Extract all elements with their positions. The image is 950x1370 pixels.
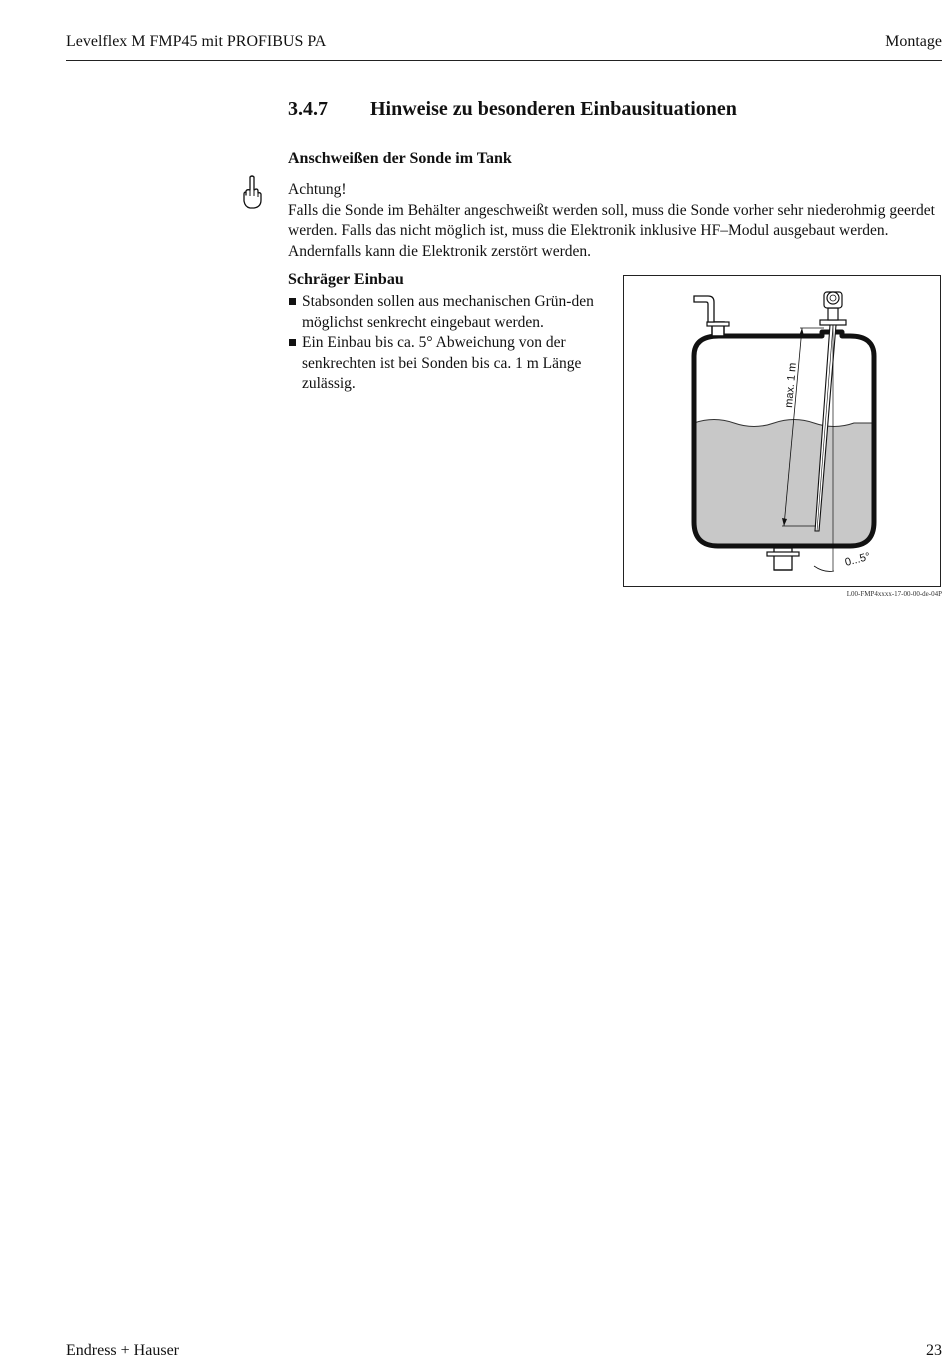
list-item: [288, 333, 608, 395]
section-title: Hinweise zu besonderen Einbausituationen: [370, 98, 737, 120]
page-number: 23: [926, 1342, 942, 1359]
caution-label: Achtung!: [288, 181, 347, 198]
inclined-bullet-list: [288, 292, 608, 395]
list-item: [288, 292, 608, 333]
bullet-square-icon: [289, 298, 296, 305]
device-neck: [828, 308, 838, 320]
caution-text: Falls die Sonde im Behälter angeschweißt werden soll, muss die Sonde vorher sehr niederohmig geerdet werden. Falls das nicht möglich ist, muss die Elektronik inklusive HF–Modul ausgebaut werden. Andernfalls kann die Elektronik zerstört werden.: [288, 201, 935, 260]
section-number: 3.4.7: [288, 98, 328, 120]
liquid-fill: [694, 420, 874, 547]
bottom-flange: [767, 552, 799, 556]
section-heading: [288, 98, 737, 121]
page-footer: [0, 1338, 950, 1368]
length-label: max. 1 m: [783, 362, 799, 409]
caution-note: [288, 180, 938, 262]
inclined-subheading: Schräger Einbau: [288, 271, 404, 288]
angle-label: 0...5°: [843, 550, 872, 569]
bullet-text: Ein Einbau bis ca. 5° Abweichung von der senkrechten ist bei Sonden bis ca. 1 m Länge zulässig.: [302, 334, 582, 392]
tank-installation-figure: [623, 275, 941, 587]
device-cover: [827, 292, 839, 304]
figure-code: L00-FMP4xxxx-17-00-00-de-04P: [846, 590, 942, 598]
tank-diagram: [624, 276, 940, 586]
top-flange: [820, 320, 846, 325]
company-name: Endress + Hauser: [66, 1342, 179, 1359]
chapter-title: Montage: [885, 33, 942, 50]
page-header: [0, 0, 950, 62]
angle-arc: [814, 566, 834, 571]
bottom-outlet: [774, 548, 792, 570]
document-title: Levelflex M FMP45 mit PROFIBUS PA: [66, 33, 327, 50]
bullet-text: Stabsonden sollen aus mechanischen Grün-den möglichst senkrecht eingebaut werden.: [302, 293, 594, 331]
header-divider: [66, 60, 942, 61]
bent-pipe: [694, 296, 714, 322]
hand-pointing-up-icon: [240, 174, 264, 210]
bullet-square-icon: [289, 339, 296, 346]
welding-subheading: Anschweißen der Sonde im Tank: [288, 150, 512, 167]
